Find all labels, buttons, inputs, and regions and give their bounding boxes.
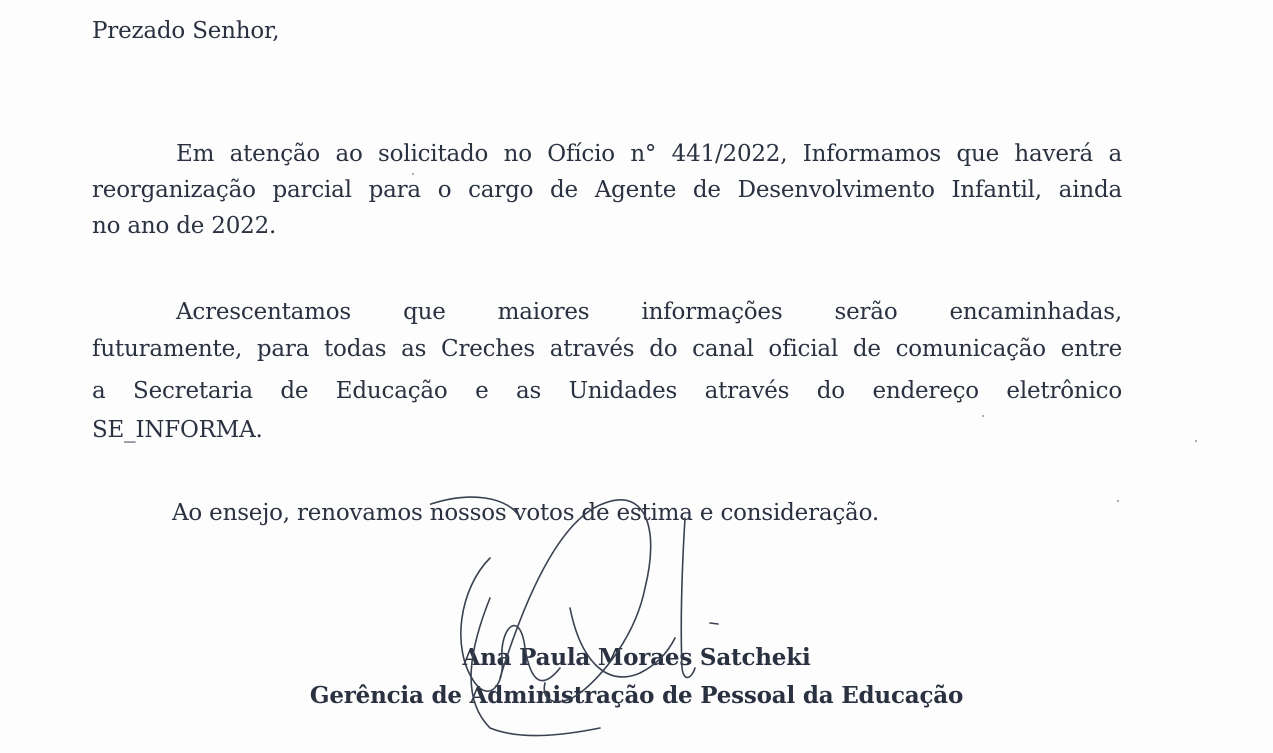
paragraph1-line2: reorganização parcial para o cargo de Agente de Desenvolvimento Infantil, ainda <box>92 177 1122 203</box>
paragraph1-line3: no ano de 2022. <box>92 213 277 239</box>
scan-speck <box>982 415 984 417</box>
paragraph2-line1: Acrescentamos que maiores informações serão encaminhadas, <box>176 299 1122 325</box>
scan-speck <box>1117 500 1119 502</box>
salutation: Prezado Senhor, <box>92 18 280 44</box>
scan-speck <box>1195 440 1197 442</box>
paragraph2-line2: futuramente, para todas as Creches através do canal oficial de comunicação entre <box>92 336 1122 362</box>
scan-speck <box>412 173 414 175</box>
paragraph1-line1: Em atenção ao solicitado no Ofício n° 441/2022, Informamos que haverá a <box>176 141 1122 167</box>
signatory-name: Ana Paula Moraes Satcheki <box>462 644 811 671</box>
paragraph2-line3: a Secretaria de Educação e as Unidades através do endereço eletrônico <box>92 378 1122 404</box>
closing-line: Ao ensejo, renovamos nossos votos de estima e consideração. <box>172 500 879 526</box>
signatory-department: Gerência de Administração de Pessoal da Educação <box>309 682 964 709</box>
paragraph2-line4: SE_INFORMA. <box>92 417 263 443</box>
